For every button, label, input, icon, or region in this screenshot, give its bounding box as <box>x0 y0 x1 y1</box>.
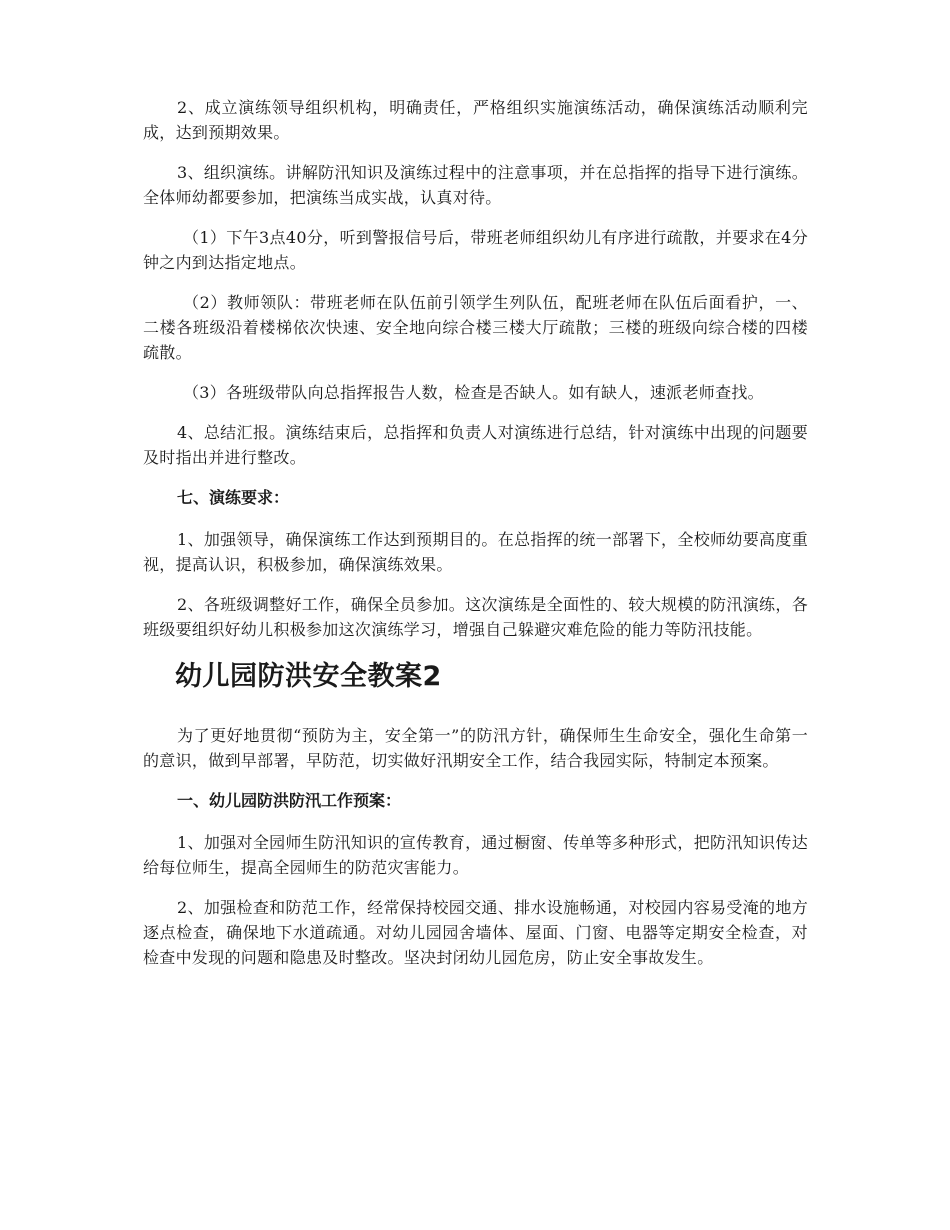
paragraph-substep-3: （3）各班级带队向总指挥报告人数，检查是否缺人。如有缺人，速派老师查找。 <box>183 383 764 402</box>
paragraph-requirement-2: 2、各班级调整好工作，确保全员参加。这次演练是全面性的、较大规模的防汛演练，各班级要组织好幼儿积极参加这次演练学习，增强自己躲避灾难危险的能力等防汛技能。 <box>143 595 808 639</box>
paragraph-step-3: 3、组织演练。讲解防汛知识及演练过程中的注意事项，并在总指挥的指导下进行演练。全体师幼都要参加，把演练当成实战，认真对待。 <box>143 163 808 207</box>
document-body <box>143 95 808 985</box>
document-title: 幼儿园防洪安全教案2 <box>175 661 442 692</box>
paragraph-plan-1: 1、加强对全园师生防汛知识的宣传教育，通过橱窗、传单等多种形式，把防汛知识传达给每位师生，提高全园师生的防范灾害能力。 <box>143 833 808 877</box>
paragraph-step-2: 2、成立演练领导组织机构，明确责任，严格组织实施演练活动，确保演练活动顺利完成，达到预期效果。 <box>143 98 808 142</box>
paragraph-step-4: 4、总结汇报。演练结束后，总指挥和负责人对演练进行总结，针对演练中出现的问题要及时指出并进行整改。 <box>143 423 808 467</box>
paragraph-intro: 为了更好地贯彻“预防为主，安全第一”的防汛方针，确保师生生命安全，强化生命第一的意识，做到早部署，早防范，切实做好汛期安全工作，结合我园实际，特制定本预案。 <box>143 726 808 770</box>
paragraph-substep-1: （1）下午3点40分，听到警报信号后，带班老师组织幼儿有序进行疏散，并要求在4分钟之内到达指定地点。 <box>143 228 808 272</box>
paragraph-requirement-1: 1、加强领导，确保演练工作达到预期目的。在总指挥的统一部署下，全校师幼要高度重视，提高认识，积极参加，确保演练效果。 <box>143 530 808 574</box>
paragraph-plan-2: 2、加强检查和防范工作，经常保持校园交通、排水设施畅通，对校园内容易受淹的地方逐点检查，确保地下水道疏通。对幼儿园园舍墙体、屋面、门窗、电器等定期安全检查，对检查中发现的问题和隐患及时整改。坚决封闭幼儿园危房，防止安全事故发生。 <box>143 898 808 967</box>
paragraph-substep-2: （2）教师领队：带班老师在队伍前引领学生列队伍，配班老师在队伍后面看护，一、二楼各班级沿着楼梯依次快速、安全地向综合楼三楼大厅疏散；三楼的班级向综合楼的四楼疏散。 <box>143 293 808 362</box>
section-heading-flood-plan: 一、幼儿园防洪防汛工作预案： <box>177 791 402 810</box>
section-heading-drill-requirements: 七、演练要求： <box>177 488 290 507</box>
